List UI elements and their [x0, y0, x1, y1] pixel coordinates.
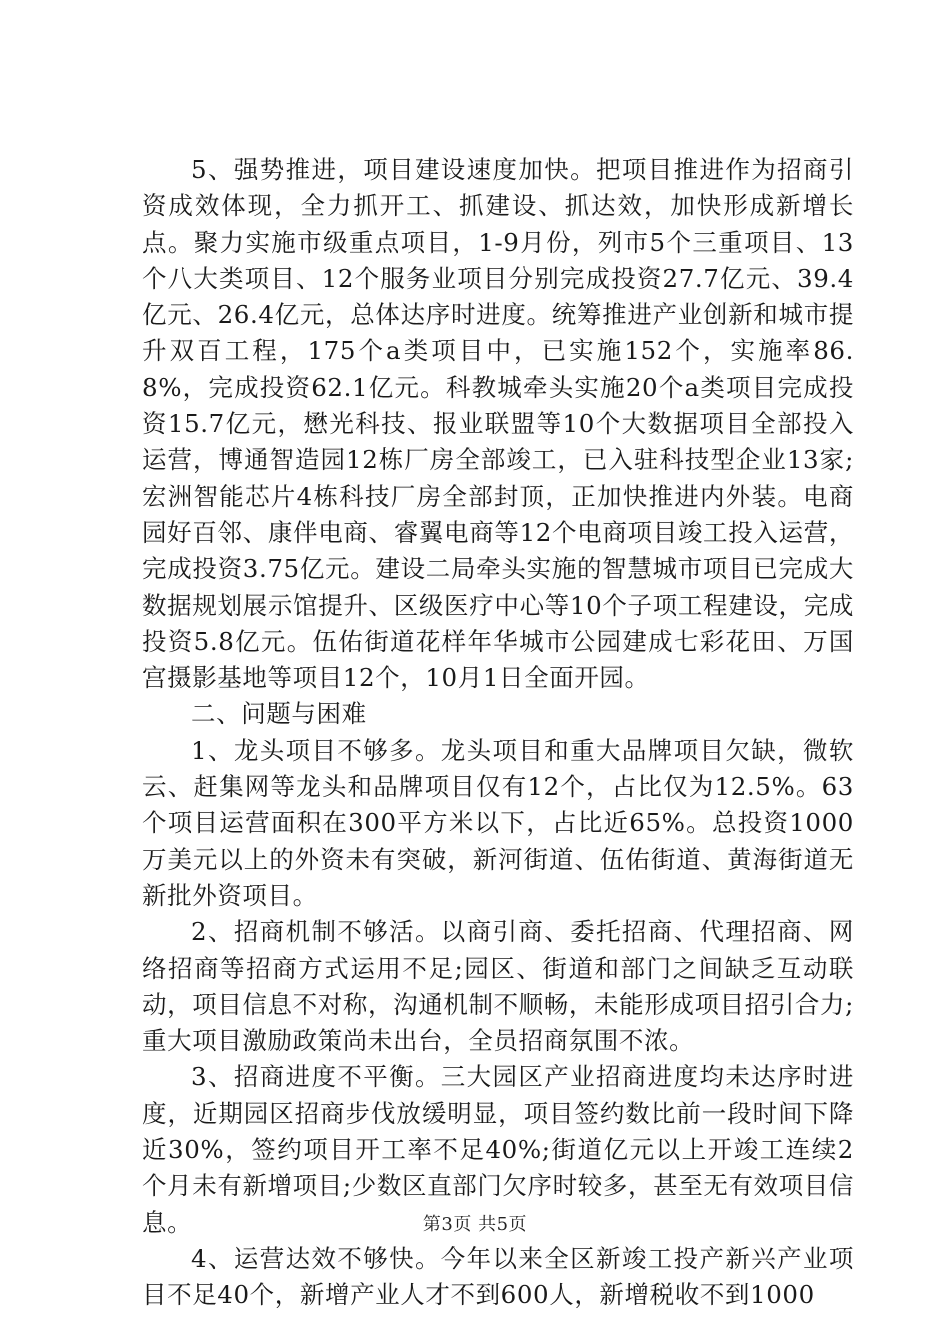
paragraph-leading-projects: 1、龙头项目不够多。龙头项目和重大品牌项目欠缺，微软云、赶集网等龙头和品牌项目仅有12个，占比仅为12.5%。63个项目运营面积在300平方米以下，占比近65%。总投资1000万美元以上的外资未有突破，新河街道、伍佑街道、黄海街道无新批外资项目。 [142, 735, 854, 910]
paragraph-project-construction: 5、强势推进，项目建设速度加快。把项目推进作为招商引资成效体现，全力抓开工、抓建设、抓达效，加快形成新增长点。聚力实施市级重点项目，1-9月份，列市5个三重项目、13个八大类项目、12个服务业项目分别完成投资27.7亿元、39.4亿元、26.4亿元，总体达序时进度。统筹推进产业创新和城市提升双百工程，175个a类项目中，已实施152个，实施率86.8%，完成投资62.1亿元。科教城牵头实施20个a类项目完成投资15.7亿元，懋光科技、报业联盟等10个大数据项目全部投入运营，博通智造园12栋厂房全部竣工，已入驻科技型企业13家;宏洲智能芯片4栋科技厂房全部封顶，正加快推进内外装。电商园好百邻、康伴电商、睿翼电商等12个电商项目竣工投入运营，完成投资3.75亿元。建设二局牵头实施的智慧城市项目已完成大数据规划展示馆提升、区级医疗中心等10个子项工程建设，完成投资5.8亿元。伍佑街道花样年华城市公园建成七彩花田、万国宫摄影基地等项目12个，10月1日全面开园。 [142, 155, 854, 693]
document-body [142, 152, 854, 1314]
paragraph-investment-progress: 3、招商进度不平衡。三大园区产业招商进度均未达序时进度，近期园区招商步伐放缓明显，项目签约数比前一段时间下降近30%，签约项目开工率不足40%;街道亿元以上开竣工连续2个月未有新增项目;少数区直部门欠序时较多，甚至无有效项目信息。 [142, 1062, 854, 1237]
section-heading-problems: 二、问题与困难 [191, 699, 367, 729]
page-number-footer: 第3页 共5页 [422, 1214, 528, 1235]
paragraph-operation-efficiency: 4、运营达效不够快。今年以来全区新竣工投产新兴产业项目不足40个，新增产业人才不到600人，新增税收不到1000 [142, 1243, 854, 1310]
paragraph-investment-mechanism: 2、招商机制不够活。以商引商、委托招商、代理招商、网络招商等招商方式运用不足;园区、街道和部门之间缺乏互动联动，项目信息不对称，沟通机制不顺畅，未能形成项目招引合力;重大项目激励政策尚未出台，全员招商氛围不浓。 [142, 917, 854, 1056]
